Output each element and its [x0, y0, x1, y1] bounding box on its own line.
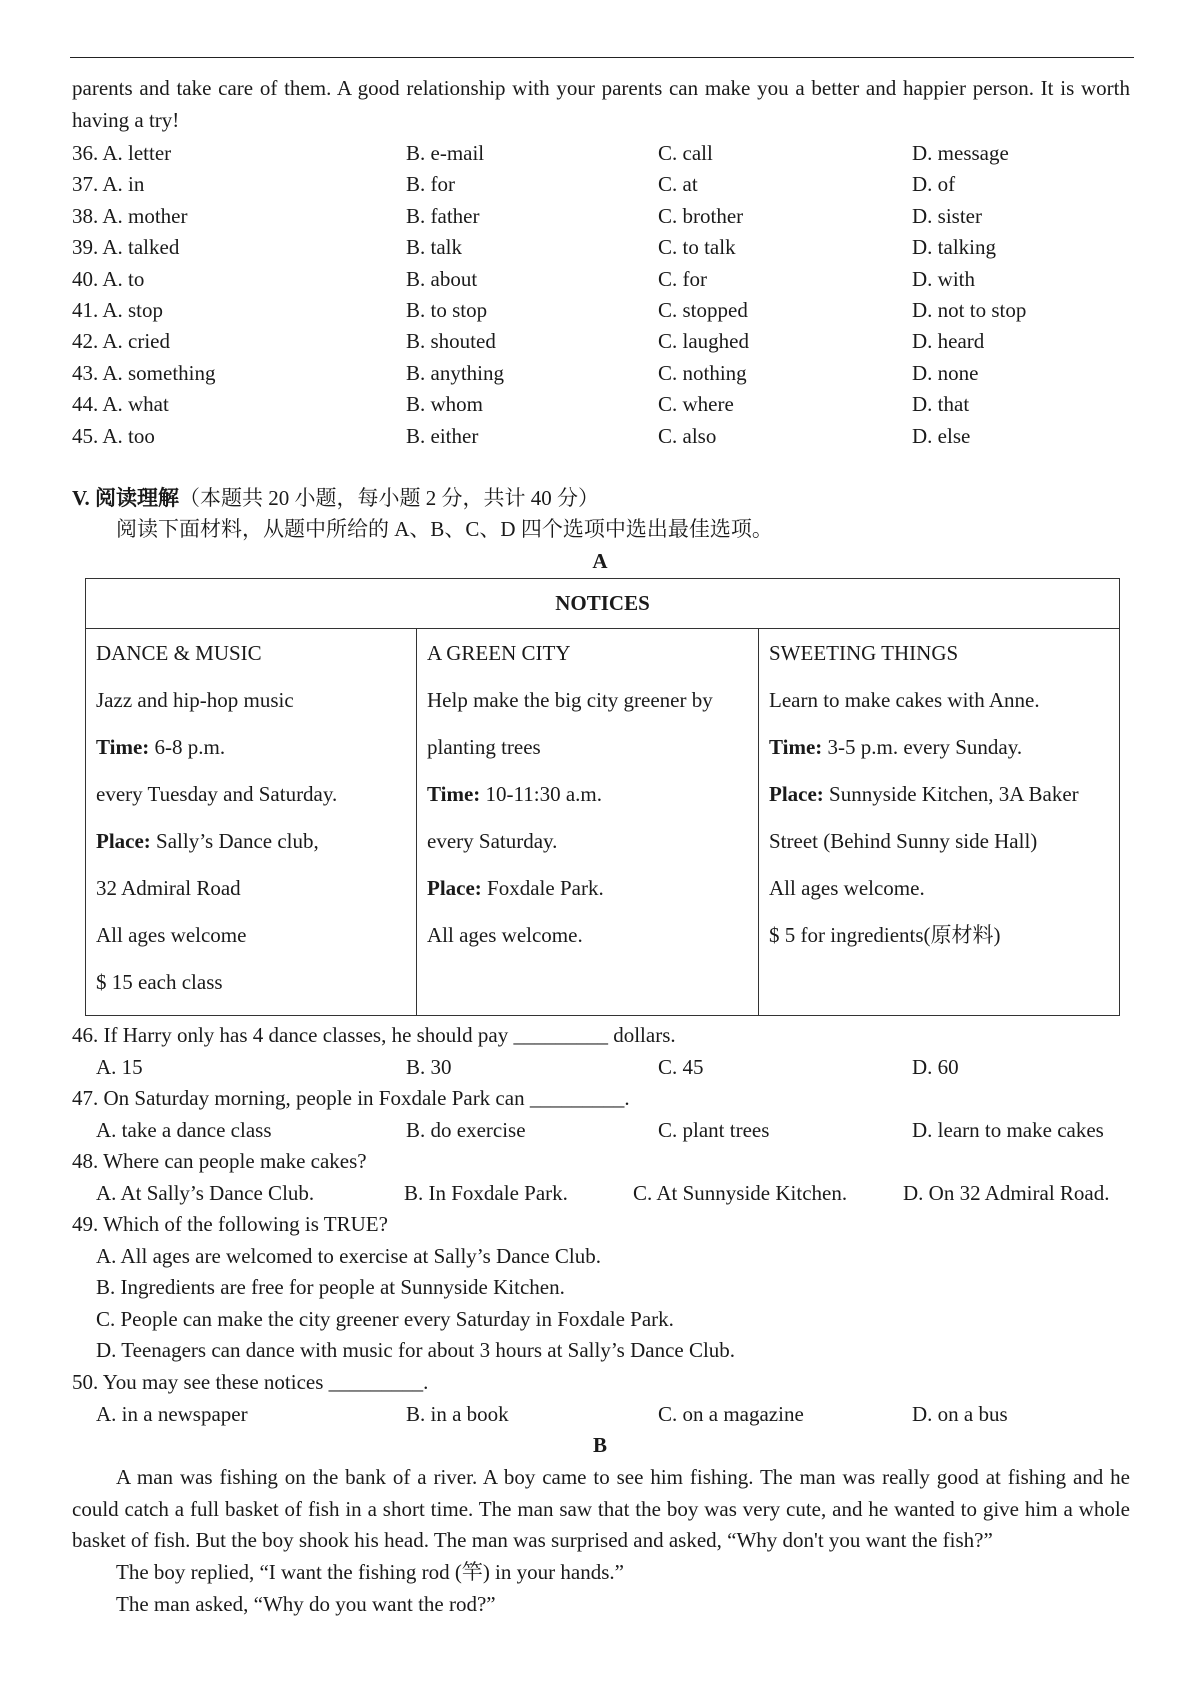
notice-title: SWEETING THINGS: [769, 641, 959, 665]
place-label: Place:: [769, 782, 824, 806]
option-c: C. on a magazine: [658, 1402, 804, 1426]
passage-b-paragraph: A man was fishing on the bank of a river. A boy came to see him fishing. The man was really good at fishing and he could catch a full basket of fish in a short time. The man saw that the boy was very cute, and he wanted to give him a whole basket of fish. But the boy shook his head. The man was surprised and asked, “Why don't you want the fish?”: [72, 1465, 1130, 1552]
option-c: C. People can make the city greener every Saturday in Foxdale Park.: [96, 1307, 674, 1331]
notice-line: Learn to make cakes with Anne.: [769, 688, 1040, 712]
section-note: （本题共 20 小题，每小题 2 分，共计 40 分）: [178, 486, 599, 510]
option-c: C. plant trees: [658, 1118, 770, 1142]
notice-line: every Saturday.: [427, 829, 558, 853]
notice-place: [96, 827, 319, 855]
cloze-option-b: B. talk: [406, 235, 462, 260]
notice-title: DANCE & MUSIC: [96, 641, 262, 665]
notice-line: Help make the big city greener by: [427, 688, 713, 712]
option-d: D. On 32 Admiral Road.: [903, 1181, 1110, 1205]
cloze-option-a: 40. A. to: [72, 266, 145, 291]
cloze-option-c: C. nothing: [658, 360, 747, 385]
cloze-option-c: C. laughed: [658, 329, 749, 354]
cloze-option-c: C. stopped: [658, 298, 748, 322]
cloze-option-c: C. for: [658, 266, 707, 291]
question-50-stem: 50. You may see these notices _________.: [72, 1370, 429, 1394]
option-a: A. in a newspaper: [96, 1402, 248, 1426]
option-c: C. At Sunnyside Kitchen.: [633, 1181, 848, 1205]
section-instruction: 阅读下面材料，从题中所给的 A、B、C、D 四个选项中选出最佳选项。: [116, 517, 773, 541]
cloze-option-b: B. anything: [406, 360, 504, 385]
cloze-option-c: C. to talk: [658, 235, 736, 260]
notice-title: A GREEN CITY: [427, 641, 571, 665]
option-b: B. do exercise: [406, 1118, 526, 1142]
column-divider: [416, 628, 417, 1015]
notice-time: [427, 780, 602, 808]
cloze-option-a: 38. A. mother: [72, 203, 188, 228]
cloze-option-d: D. none: [912, 360, 979, 385]
notices-title: NOTICES: [86, 579, 1119, 629]
section-heading: [72, 484, 599, 512]
intro-paragraph: parents and take care of them. A good relationship with your parents can make you a better and happier person. It is worth having a try!: [72, 76, 1130, 132]
cloze-option-c: C. where: [658, 392, 734, 417]
time-label: Time:: [96, 735, 150, 759]
cloze-option-d: D. heard: [912, 329, 985, 354]
question-47-stem: 47. On Saturday morning, people in Foxdale Park can _________.: [72, 1086, 630, 1110]
time-value: 3-5 p.m. every Sunday.: [822, 735, 1023, 759]
header-rule: [70, 57, 1134, 58]
option-d: D. learn to make cakes: [912, 1118, 1104, 1142]
notice-line: All ages welcome.: [427, 923, 583, 947]
cloze-option-d: D. that: [912, 392, 970, 417]
time-label: Time:: [427, 782, 481, 806]
section-title: 阅读理解: [94, 486, 179, 510]
option-c: C. 45: [658, 1055, 704, 1079]
cloze-option-c: C. call: [658, 141, 713, 165]
notice-line: 32 Admiral Road: [96, 876, 241, 900]
time-label: Time:: [769, 735, 823, 759]
notices-table: [85, 578, 1120, 1016]
notice-time: [769, 733, 1022, 761]
time-value: 6-8 p.m.: [149, 735, 226, 759]
cloze-option-a: 43. A. something: [72, 360, 216, 385]
place-value: Foxdale Park.: [481, 876, 604, 900]
option-a: A. 15: [96, 1055, 143, 1079]
cloze-option-a: 39. A. talked: [72, 235, 180, 260]
notice-line: planting trees: [427, 735, 541, 759]
cloze-option-d: D. not to stop: [912, 298, 1027, 322]
cloze-option-b: B. either: [406, 423, 479, 448]
place-value: Sunnyside Kitchen, 3A Baker: [823, 782, 1079, 806]
question-49-stem: 49. Which of the following is TRUE?: [72, 1212, 388, 1236]
cloze-option-b: B. e-mail: [406, 141, 485, 165]
cloze-option-c: C. brother: [658, 203, 744, 228]
cloze-option-d: D. with: [912, 266, 975, 291]
cloze-option-a: 45. A. too: [72, 423, 155, 448]
option-b: B. in a book: [406, 1402, 509, 1426]
passage-b-paragraph: The boy replied, “I want the fishing rod (竿) in your hands.”: [116, 1560, 624, 1584]
option-a: A. take a dance class: [96, 1118, 272, 1142]
notice-price: $ 15 each class: [96, 970, 223, 994]
option-d: D. Teenagers can dance with music for about 3 hours at Sally’s Dance Club.: [96, 1338, 736, 1362]
cloze-option-b: B. father: [406, 203, 480, 228]
column-divider: [758, 628, 759, 1015]
notice-price: $ 5 for ingredients(原材料): [769, 923, 1001, 947]
cloze-option-a: 36. A. letter: [72, 141, 172, 165]
option-d: D. 60: [912, 1055, 959, 1079]
cloze-option-d: D. talking: [912, 235, 996, 260]
passage-a-label: A: [592, 549, 608, 573]
cloze-option-a: 37. A. in: [72, 172, 145, 197]
cloze-option-b: B. whom: [406, 392, 484, 417]
cloze-option-d: D. sister: [912, 203, 982, 228]
option-b: B. In Foxdale Park.: [404, 1181, 568, 1205]
notice-place: [427, 874, 604, 902]
option-a: A. At Sally’s Dance Club.: [96, 1181, 315, 1205]
place-label: Place:: [427, 876, 482, 900]
notice-time: [96, 733, 225, 761]
place-label: Place:: [96, 829, 151, 853]
notice-line: All ages welcome.: [769, 876, 925, 900]
cloze-option-c: C. also: [658, 423, 717, 448]
question-46-stem: 46. If Harry only has 4 dance classes, he should pay _________ dollars.: [72, 1023, 676, 1047]
cloze-option-a: 44. A. what: [72, 392, 169, 417]
cloze-option-a: 41. A. stop: [72, 298, 164, 322]
option-b: B. 30: [406, 1055, 452, 1079]
notice-line: every Tuesday and Saturday.: [96, 782, 338, 806]
cloze-option-b: B. shouted: [406, 329, 496, 354]
notice-line: Street (Behind Sunny side Hall): [769, 829, 1038, 853]
cloze-option-b: B. for: [406, 172, 455, 197]
notice-line: All ages welcome: [96, 923, 247, 947]
option-d: D. on a bus: [912, 1402, 1008, 1426]
question-48-stem: 48. Where can people make cakes?: [72, 1149, 367, 1173]
passage-b-paragraph: The man asked, “Why do you want the rod?”: [116, 1592, 496, 1616]
time-value: 10-11:30 a.m.: [480, 782, 602, 806]
cloze-option-b: B. about: [406, 266, 478, 291]
notice-place: [769, 780, 1079, 808]
cloze-option-a: 42. A. cried: [72, 329, 170, 354]
place-value: Sally’s Dance club,: [150, 829, 319, 853]
section-number: V.: [72, 486, 90, 510]
passage-b-label: B: [592, 1433, 607, 1457]
cloze-option-d: D. of: [912, 172, 956, 197]
cloze-option-d: D. message: [912, 141, 1009, 165]
option-a: A. All ages are welcomed to exercise at Sally’s Dance Club.: [96, 1244, 602, 1268]
notice-line: Jazz and hip-hop music: [96, 688, 294, 712]
cloze-option-c: C. at: [658, 172, 698, 197]
cloze-option-b: B. to stop: [406, 298, 488, 322]
option-b: B. Ingredients are free for people at Sunnyside Kitchen.: [96, 1275, 565, 1299]
cloze-option-d: D. else: [912, 423, 971, 448]
